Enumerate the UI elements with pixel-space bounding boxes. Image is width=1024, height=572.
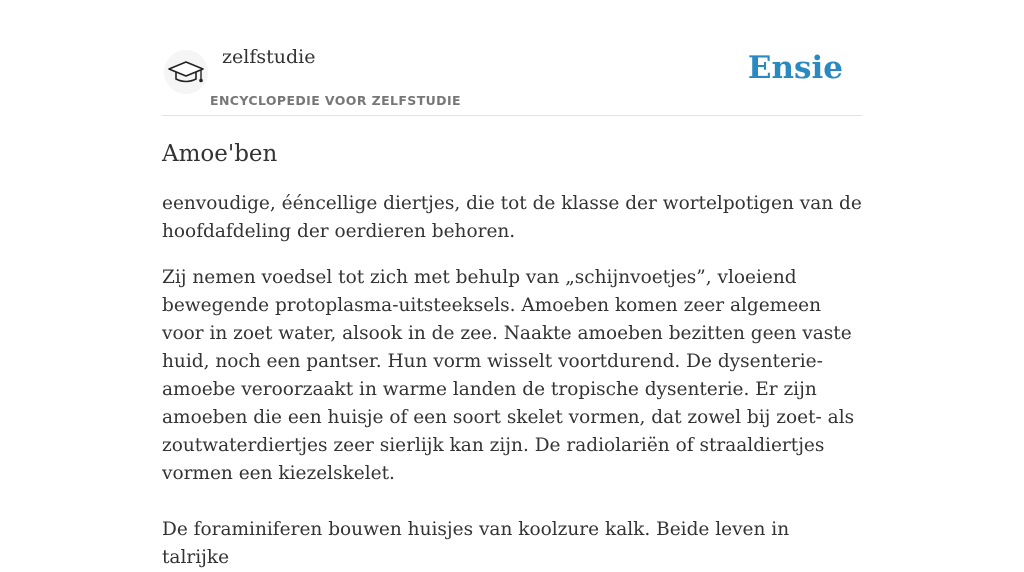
- site-header: [162, 0, 862, 116]
- site-logo[interactable]: [164, 50, 208, 94]
- brand-logo-link[interactable]: Ensie: [747, 50, 843, 86]
- graduation-cap-icon: [167, 58, 205, 86]
- site-name-link[interactable]: zelfstudie: [222, 46, 316, 68]
- article-paragraph: De foraminiferen bouwen huisjes van koolzure kalk. Beide leven in talrijke: [162, 519, 790, 568]
- content-column: [162, 0, 862, 572]
- article-title: Amoe'ben: [162, 141, 278, 167]
- site-tagline: ENCYCLOPEDIE VOOR ZELFSTUDIE: [210, 93, 461, 108]
- article-paragraph: eenvoudige, ééncellige diertjes, die tot de klasse der wortelpotigen van de hoofdafdeling der oerdieren behoren.: [162, 193, 862, 242]
- article-paragraph: Zij nemen voedsel tot zich met behulp van „schijnvoetjes”, vloeiend bewegende protoplasma-uitsteeksels. Amoeben komen zeer algemeen voor in zoet water, alsook in de zee. Naakte amoeben bezitten geen vaste huid, noch een pantser. Hun vorm wisselt voortdurend. De dysenterie-amoebe veroorzaakt in warme landen de tropische dysenterie. Er zijn amoeben die een huisje of een soort skelet vormen, dat zowel bij zoet- als zoutwaterdiertjes zeer sierlijk kan zijn. De radiolariën of straaldiertjes vormen een kiezelskelet.: [162, 267, 855, 484]
